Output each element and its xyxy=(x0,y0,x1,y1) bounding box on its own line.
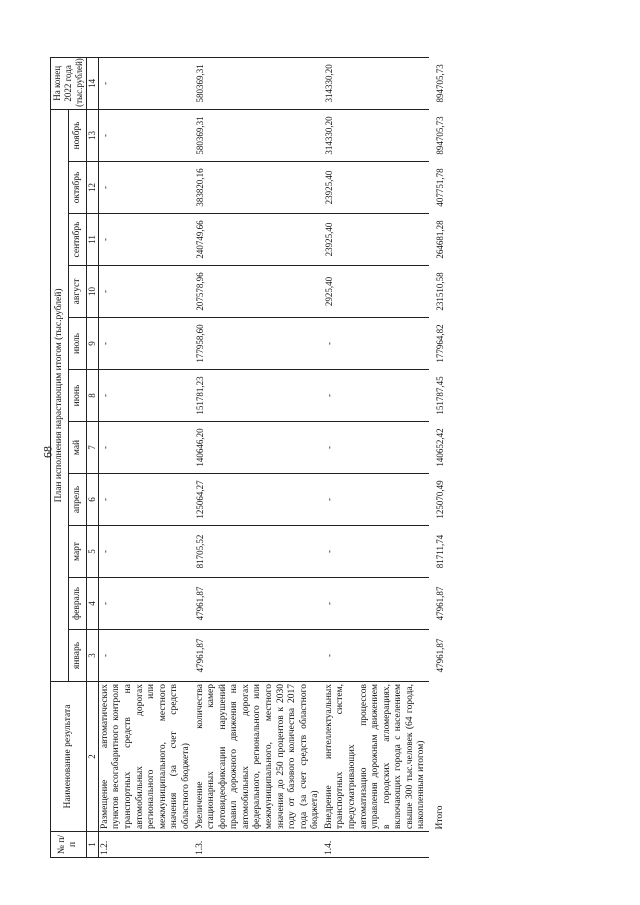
row-value: - xyxy=(98,526,193,578)
header-num: № п/п xyxy=(51,832,87,858)
column-number: 11 xyxy=(86,214,98,266)
row-value: - xyxy=(323,370,429,422)
total-row xyxy=(429,57,448,857)
column-number: 13 xyxy=(86,109,98,161)
row-value: 177958,60 xyxy=(194,318,323,370)
column-number: 10 xyxy=(86,266,98,318)
header-month: сентябрь xyxy=(68,214,86,266)
total-label: Итого xyxy=(435,805,446,830)
row-value: 2925,40 xyxy=(323,266,429,318)
total-value: 47961,87 xyxy=(435,638,446,673)
header-month: март xyxy=(68,526,86,578)
row-value: - xyxy=(323,526,429,578)
header-month: май xyxy=(68,422,86,474)
header-month: февраль xyxy=(68,578,86,630)
row-value: - xyxy=(98,318,193,370)
row-value: 125064,27 xyxy=(194,474,323,526)
row-value: - xyxy=(98,630,193,682)
total-value: 177964,82 xyxy=(435,324,446,363)
row-value: - xyxy=(323,630,429,682)
row-value: 47961,87 xyxy=(194,578,323,630)
header-month: июль xyxy=(68,318,86,370)
row-value: 140646,20 xyxy=(194,422,323,474)
total-value: 407751,78 xyxy=(435,168,446,207)
row-value: 23925,40 xyxy=(323,162,429,214)
row-number: 1.2. xyxy=(98,832,193,858)
row-value: 207578,96 xyxy=(194,266,323,318)
row-value: - xyxy=(98,214,193,266)
total-value: 894705,73 xyxy=(435,116,446,155)
header-month: июнь xyxy=(68,370,86,422)
column-number: 3 xyxy=(86,630,98,682)
row-value: - xyxy=(323,422,429,474)
row-value: 240749,66 xyxy=(194,214,323,266)
row-value: 47961,87 xyxy=(194,630,323,682)
column-number: 7 xyxy=(86,422,98,474)
column-number: 6 xyxy=(86,474,98,526)
column-number: 1 xyxy=(86,832,98,858)
total-value: 231510,58 xyxy=(435,272,446,311)
page-number: 68 xyxy=(40,446,55,458)
table-row xyxy=(194,57,323,857)
row-value: 383820,16 xyxy=(194,162,323,214)
header-month: август xyxy=(68,266,86,318)
row-value: 580369,31 xyxy=(194,109,323,161)
total-value: 894705,73 xyxy=(435,64,446,103)
row-name: Увеличение количества стационарных камер фотовидеофиксации нарушений правил дорожного движения на автомобильных дорогах федерального, регионального или межмуниципального, местного значения до 250 процентов к 2030 году от базового количества 2017 года (за счет средств областного бюджета) xyxy=(194,682,323,832)
row-value: - xyxy=(323,318,429,370)
row-value: 151781,23 xyxy=(194,370,323,422)
total-value: 47961,87 xyxy=(435,586,446,621)
header-month: январь xyxy=(68,630,86,682)
row-value: - xyxy=(98,578,193,630)
row-value: 23925,40 xyxy=(323,214,429,266)
row-value: - xyxy=(98,422,193,474)
row-value: 314330,20 xyxy=(323,57,429,109)
table-row xyxy=(323,57,429,857)
column-number: 5 xyxy=(86,526,98,578)
column-number: 4 xyxy=(86,578,98,630)
row-value: - xyxy=(98,266,193,318)
total-spacer xyxy=(429,832,448,858)
header-plan: План исполнения нарастающим итогом (тыс.рублей) xyxy=(51,109,69,681)
table-body xyxy=(98,57,447,857)
column-number: 8 xyxy=(86,370,98,422)
total-value: 125070,49 xyxy=(435,480,446,519)
row-number: 1.4. xyxy=(323,832,429,858)
column-number: 14 xyxy=(86,57,98,109)
header-month: октябрь xyxy=(68,162,86,214)
header-month: апрель xyxy=(68,474,86,526)
column-number-row xyxy=(86,57,98,857)
row-value: - xyxy=(323,474,429,526)
table-row xyxy=(98,57,193,857)
header-month: ноябрь xyxy=(68,109,86,161)
rotated-table-container xyxy=(50,58,590,858)
row-value: 314330,20 xyxy=(323,109,429,161)
row-value: - xyxy=(98,109,193,161)
header-name: Наименование результата xyxy=(51,682,87,832)
row-value: 580369,31 xyxy=(194,57,323,109)
column-number: 2 xyxy=(86,682,98,832)
total-value: 151787,45 xyxy=(435,376,446,415)
row-name: Внедрение интеллектуальных транспортных систем, предусматривающих автоматизацию процессов управления дорожным движением в городских агломерациях, включающих города с населением свыше 300 тыс.человек (64 города, накопленным итогом) xyxy=(323,682,429,832)
header-end-of-year: На конец 2022 года (тыс.рублей) xyxy=(51,57,87,109)
row-value: - xyxy=(98,370,193,422)
row-number: 1.3. xyxy=(194,832,323,858)
row-value: - xyxy=(98,162,193,214)
total-value: 81711,74 xyxy=(435,534,446,569)
row-value: - xyxy=(98,57,193,109)
row-value: - xyxy=(323,578,429,630)
row-name: Размещение автоматических пунктов весогабаритного контроля транспортных средств на автомобильных дорогах регионального или межмуниципального, местного значения (за счет средств областного бюджета) xyxy=(98,682,193,832)
total-value: 264681,28 xyxy=(435,220,446,259)
column-number: 12 xyxy=(86,162,98,214)
plan-table xyxy=(50,57,448,858)
total-value: 140652,42 xyxy=(435,428,446,467)
row-value: - xyxy=(98,474,193,526)
column-number: 9 xyxy=(86,318,98,370)
row-value: 81705,52 xyxy=(194,526,323,578)
